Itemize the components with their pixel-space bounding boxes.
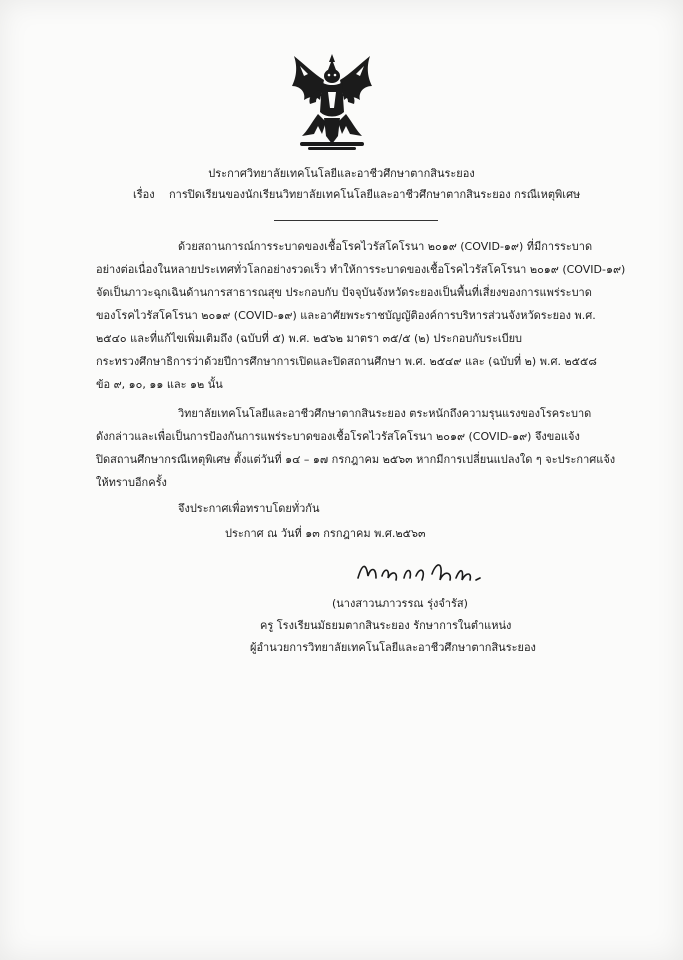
handwritten-signature <box>352 550 492 590</box>
garuda-emblem-icon <box>286 52 378 152</box>
paragraph-1-line: ข้อ ๙, ๑๐, ๑๑ และ ๑๒ นั้น <box>96 378 223 391</box>
subject-text: การปิดเรียนของนักเรียนวิทยาลัยเทคโนโลยีและอาชีวศึกษาตากสินระยอง กรณีเหตุพิเศษ <box>169 188 581 201</box>
paragraph-2-line: ปิดสถานศึกษากรณีเหตุพิเศษ ตั้งแต่วันที่ ๑๔ – ๑๗ กรกฎาคม ๒๕๖๓ หากมีการเปลี่ยนแปลงใด ๆ จะประกาศแจ้ง <box>96 453 616 466</box>
paragraph-1-line: อย่างต่อเนื่องในหลายประเทศทั่วโลกอย่างรวดเร็ว ทำให้การระบาดของเชื้อโรคไวรัสโคโรนา ๒๐๑๙ (COVID-๑๙) <box>96 263 626 276</box>
closing-statement: จึงประกาศเพื่อทราบโดยทั่วกัน <box>178 502 320 515</box>
paragraph-1-line: ๒๕๔๐ และที่แก้ไขเพิ่มเติมถึง (ฉบับที่ ๕) พ.ศ. ๒๕๖๒ มาตรา ๓๕/๕ (๒) ประกอบกับระเบียบ <box>96 332 523 345</box>
paragraph-1-line: ด้วยสถานการณ์การระบาดของเชื้อโรคไวรัสโคโรนา ๒๐๑๙ (COVID-๑๙) ที่มีการระบาด <box>178 240 593 253</box>
separator-line <box>274 220 438 221</box>
paragraph-2-line: ดังกล่าวและเพื่อเป็นการป้องกันการแพร่ระบาดของเชื้อโรคไวรัสโคโรนา ๒๐๑๙ (COVID-๑๙) จึงขอแจ้ง <box>96 430 580 443</box>
signatory-position-2: ผู้อำนวยการวิทยาลัยเทคโนโลยีและอาชีวศึกษาตากสินระยอง <box>250 641 536 654</box>
paragraph-1-line: กระทรวงศึกษาธิการว่าด้วยปีการศึกษาการเปิดและปิดสถานศึกษา พ.ศ. ๒๕๔๙ และ (ฉบับที่ ๒) พ.ศ. ๒๕๕๘ <box>96 355 597 368</box>
paragraph-2-line: ให้ทราบอีกครั้ง <box>96 476 167 489</box>
issuer-title: ประกาศวิทยาลัยเทคโนโลยีและอาชีวศึกษาตากสินระยอง <box>208 167 475 180</box>
paragraph-2-line: วิทยาลัยเทคโนโลยีและอาชีวศึกษาตากสินระยอง ตระหนักถึงความรุนแรงของโรคระบาด <box>178 407 592 420</box>
subject-label: เรื่อง <box>133 188 155 201</box>
paragraph-1-line: ของโรคไวรัสโคโรนา ๒๐๑๙ (COVID-๑๙) และอาศัยพระราชบัญญัติองค์การบริหารส่วนจังหวัดระยอง พ.ศ. <box>96 309 596 322</box>
signatory-name: (นางสาวนภาวรรณ รุ่งจำรัส) <box>332 597 468 610</box>
paragraph-1-line: จัดเป็นภาวะฉุกเฉินด้านการสาธารณสุข ประกอบกับ ปัจจุบันจังหวัดระยองเป็นพื้นที่เสี่ยงของการแพร่ระบาด <box>96 286 592 299</box>
signatory-position-1: ครู โรงเรียนมัธยมตากสินระยอง รักษาการในตำแหน่ง <box>260 619 512 632</box>
announcement-date: ประกาศ ณ วันที่ ๑๓ กรกฎาคม พ.ศ.๒๕๖๓ <box>225 527 426 540</box>
